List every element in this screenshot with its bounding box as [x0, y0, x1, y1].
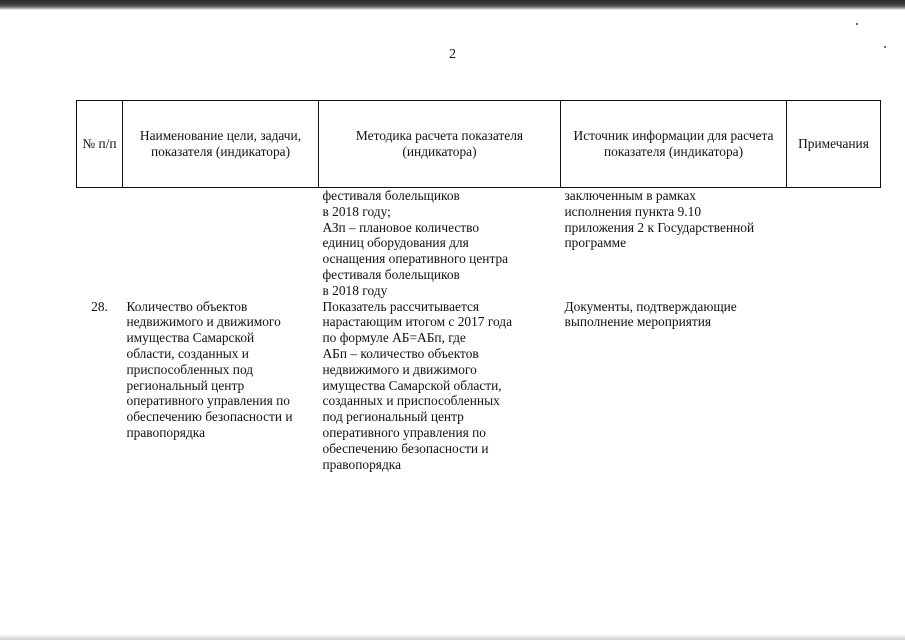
- method-line: Показатель рассчитывается: [322, 298, 480, 314]
- header-notes: Примечания: [787, 101, 881, 188]
- name-line: Количество объектов: [126, 298, 248, 314]
- table-header: [77, 101, 881, 188]
- method-line: АЗп – плановое количество: [322, 219, 480, 235]
- source-line: приложения 2 к Государственной: [564, 219, 755, 235]
- source-line: Документы, подтверждающие: [564, 298, 737, 314]
- header-information-source: Источник информации для расчета показателя (индикатора): [561, 101, 787, 188]
- method-line: единиц оборудования для: [322, 235, 469, 251]
- indicator-name-cell: [123, 299, 319, 473]
- name-line: имущества Самарской: [126, 330, 255, 346]
- continuation-notes-cell: [787, 188, 881, 299]
- method-line: правопорядка: [322, 456, 402, 472]
- method-line: фестиваля болельщиков: [322, 266, 460, 282]
- source-line: выполнение мероприятия: [564, 314, 712, 330]
- scan-speck: [884, 46, 886, 48]
- scan-speck: [856, 23, 858, 25]
- name-line: оперативного управления по: [126, 393, 290, 409]
- calculation-method-cell: [319, 299, 561, 473]
- name-line: обеспечению безопасности и: [126, 409, 293, 425]
- method-line: созданных и приспособленных: [322, 393, 500, 409]
- header-calculation-method: Методика расчета показателя (индикатора): [319, 101, 561, 188]
- name-line: правопорядка: [126, 424, 206, 440]
- method-line: имущества Самарской области,: [322, 377, 502, 393]
- name-line: области, созданных и: [126, 345, 249, 361]
- header-number: № п/п: [77, 101, 123, 188]
- continuation-source-cell: [561, 188, 787, 299]
- method-line: нарастающим итогом с 2017 года: [322, 314, 513, 330]
- name-line: недвижимого и движимого: [126, 314, 281, 330]
- page-number: 2: [449, 47, 456, 62]
- source-line: заключенным в рамках: [564, 188, 696, 203]
- method-line: по формуле АБ=АБп, где: [322, 330, 466, 346]
- method-line: оперативного управления по: [322, 424, 486, 440]
- method-line: в 2018 году: [322, 282, 388, 298]
- name-line: приспособленных под: [126, 361, 254, 377]
- continuation-method-cell: [319, 188, 561, 299]
- header-indicator-name: Наименование цели, задачи, показателя (индикатора): [123, 101, 319, 188]
- continuation-row: [77, 188, 881, 299]
- method-line: в 2018 году;: [322, 203, 391, 219]
- name-line: региональный центр: [126, 377, 245, 393]
- row-number: 28.: [91, 298, 108, 314]
- continuation-name-cell: [123, 188, 319, 299]
- notes-cell: [787, 299, 881, 473]
- method-line: АБп – количество объектов: [322, 345, 479, 361]
- source-line: программе: [564, 235, 627, 251]
- source-line: исполнения пункта 9.10: [564, 203, 702, 219]
- method-line: оснащения оперативного центра: [322, 251, 509, 267]
- method-line: недвижимого и движимого: [322, 361, 477, 377]
- continuation-number-cell: [77, 188, 123, 299]
- indicator-methodology-table: [76, 100, 881, 472]
- table-row-28: [77, 299, 881, 473]
- information-source-cell: [561, 299, 787, 473]
- method-line: под региональный центр: [322, 409, 464, 425]
- method-line: обеспечению безопасности и: [322, 440, 489, 456]
- scan-bottom-edge: [0, 634, 905, 640]
- method-line: фестиваля болельщиков: [322, 188, 460, 203]
- scan-top-edge: [0, 0, 905, 10]
